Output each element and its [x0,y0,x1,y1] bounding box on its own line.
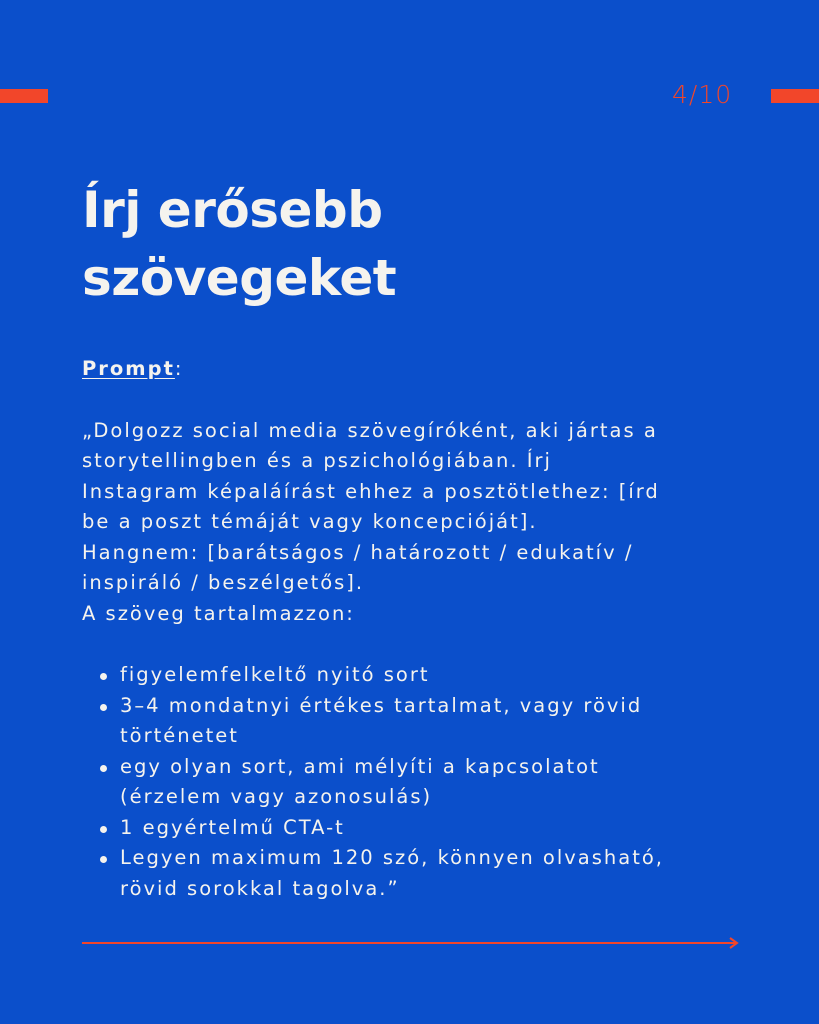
quote-line: Hangnem: [barátságos / határozott / edukatív / [82,540,634,564]
prompt-colon: : [174,357,184,380]
quote-line: „Dolgozz social media szövegíróként, aki jártas a [82,418,658,442]
arrow-right-icon [82,936,742,950]
page-title [82,176,742,312]
list-item-text: rövid sorokkal tagolva.” [120,876,400,900]
prompt-quote [82,416,762,630]
quote-line: A szöveg tartalmazzon: [82,601,355,625]
requirements-list [82,660,762,904]
title-line-2: szövegeket [82,249,397,307]
list-item [98,843,762,904]
quote-line: be a poszt témáját vagy koncepcióját]. [82,510,538,533]
page-indicator: 4/10 [672,80,733,109]
list-item-text: egy olyan sort, ami mélyíti a kapcsolatot [120,754,600,778]
prompt-body [82,354,762,904]
list-item-text: 3–4 mondatnyi értékes tartalmat, vagy rövid [120,693,643,717]
quote-line: Instagram képaláírást ehhez a posztötlethez: [írd [82,479,660,503]
prompt-label: Prompt [82,357,175,380]
accent-bar-left [0,89,48,103]
list-item [98,813,762,844]
list-item-text: Legyen maximum 120 szó, könnyen olvasható, [120,846,665,869]
list-item-text: 1 egyértelmű CTA-t [120,815,345,839]
list-item [98,691,762,752]
prompt-heading [82,354,762,385]
title-line-1: Írj erősebb [82,181,383,239]
list-item [98,752,762,813]
list-item-text: történetet [120,724,239,747]
list-item [98,660,762,691]
quote-line: storytellingben és a pszichológiában. Írj [82,449,552,472]
accent-bar-right [771,89,819,103]
list-item-text: (érzelem vagy azonosulás) [120,785,433,808]
list-item-text: figyelemfelkeltő nyitó sort [120,663,430,686]
quote-line: inspiráló / beszélgetős]. [82,571,365,594]
